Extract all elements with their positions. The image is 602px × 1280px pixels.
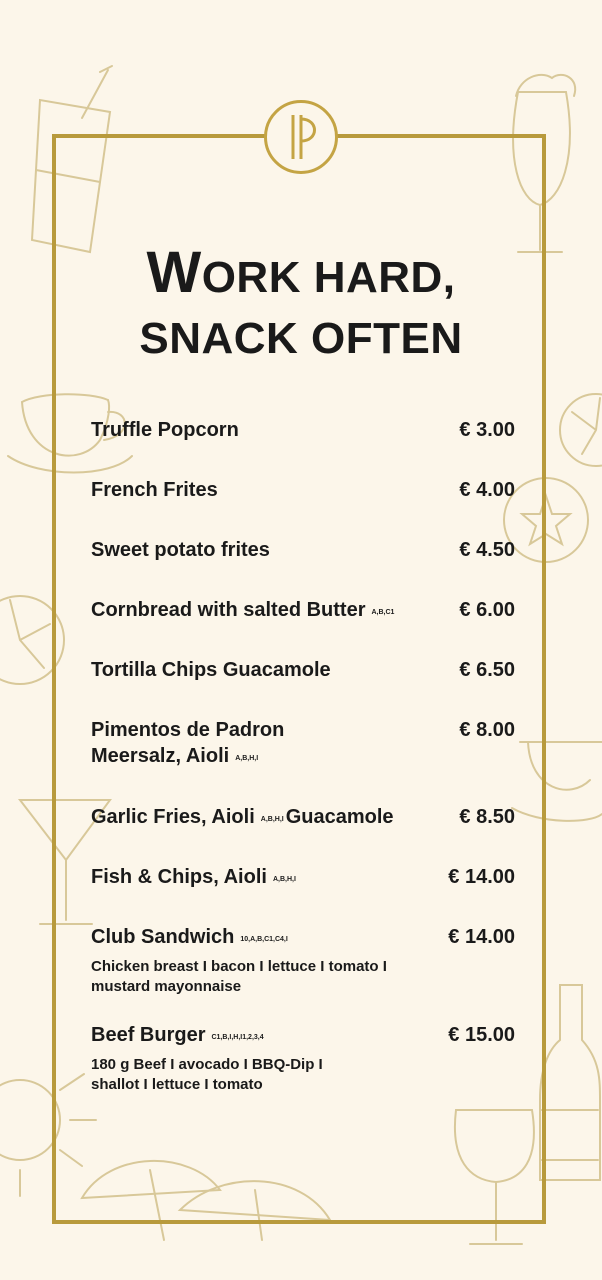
menu-item	[91, 804, 515, 833]
item-price: € 14.00	[448, 926, 515, 948]
allergen-codes: A,B,H,I	[272, 876, 296, 883]
menu-item	[91, 657, 515, 683]
allergen-codes: 10,A,B,C1,C4,I	[240, 936, 288, 943]
item-name-line	[91, 597, 396, 626]
item-name-line	[91, 1022, 266, 1051]
title-initial: W	[146, 240, 202, 305]
item-price: € 6.50	[459, 659, 515, 681]
item-name-line	[91, 924, 290, 953]
item-name: French Frites	[91, 479, 218, 501]
menu-item	[91, 717, 515, 772]
item-name: Club Sandwich	[91, 926, 235, 948]
item-price: € 3.00	[459, 419, 515, 441]
restaurant-logo	[264, 100, 338, 174]
item-price: € 8.50	[459, 806, 515, 828]
item-price: € 4.00	[459, 479, 515, 501]
menu-item	[91, 597, 515, 626]
item-name: Garlic Fries, Aioli	[91, 806, 255, 828]
menu-item	[91, 864, 515, 893]
menu-item	[91, 1022, 515, 1095]
allergen-codes: C1,B,I,H,I1,2,3,4	[211, 1034, 264, 1041]
item-name: Sweet potato frites	[91, 539, 270, 561]
item-name-line	[91, 864, 298, 893]
menu-item	[91, 537, 515, 563]
menu-title	[0, 240, 602, 371]
bottle-sketch	[540, 985, 600, 1180]
item-name: Tortilla Chips Guacamole	[91, 659, 331, 681]
item-subname: Meersalz, Aioli	[91, 745, 230, 767]
item-name: Fish & Chips, Aioli	[91, 866, 267, 888]
item-price: € 4.50	[459, 539, 515, 561]
item-price: € 6.00	[459, 599, 515, 621]
title-line1: ORK HARD,	[201, 253, 456, 302]
item-name: Cornbread with salted Butter	[91, 599, 366, 621]
allergen-codes: A,B,H,I	[235, 755, 259, 762]
item-description: Chicken breast I bacon I lettuce I tomato I mustard mayonnaise	[91, 958, 387, 995]
item-description: 180 g Beef I avocado I BBQ-Dip I shallot I lettuce I tomato	[91, 1056, 323, 1093]
menu-item	[91, 924, 515, 997]
item-name-line2	[91, 743, 284, 772]
lemon-slice-sketch	[560, 394, 602, 466]
item-price: € 8.00	[459, 719, 515, 741]
item-name: Pimentos de Padron	[91, 719, 285, 741]
item-price: € 14.00	[448, 866, 515, 888]
menu-item	[91, 477, 515, 503]
item-name: Truffle Popcorn	[91, 419, 239, 441]
item-price: € 15.00	[448, 1024, 515, 1046]
title-line2: SNACK OFTEN	[139, 314, 463, 363]
menu-item	[91, 417, 515, 443]
item-name-line	[91, 804, 394, 833]
item-name-block	[91, 717, 284, 772]
allergen-codes: A,B,C1	[371, 609, 395, 616]
item-name-suffix: Guacamole	[285, 806, 394, 828]
allergen-codes: A,B,H,I	[260, 816, 284, 823]
item-name: Beef Burger	[91, 1024, 206, 1046]
